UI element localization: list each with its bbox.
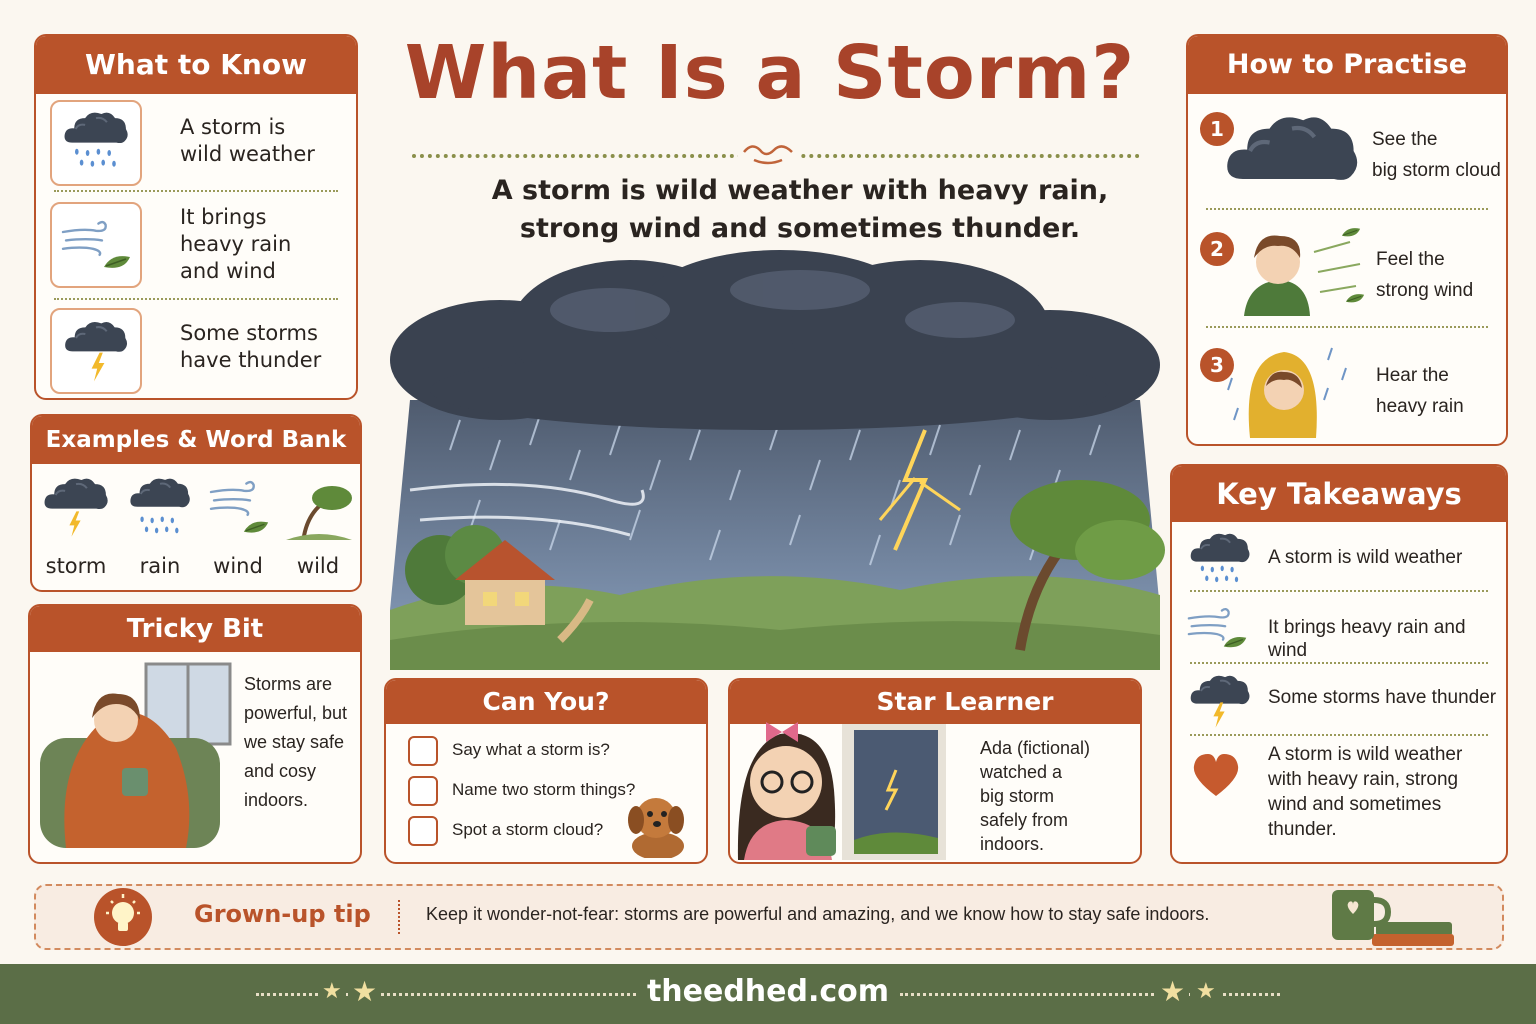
what-to-know-item-1: A storm is wild weather bbox=[180, 115, 315, 166]
thunder-cloud-icon bbox=[50, 308, 142, 394]
grown-up-tip-banner bbox=[34, 884, 1504, 950]
word-bank-card bbox=[30, 414, 362, 592]
wind-leaf-icon bbox=[50, 202, 142, 288]
key-takeaways-card bbox=[1170, 464, 1508, 864]
key-takeaway-2: It brings heavy rain and wind bbox=[1268, 617, 1466, 661]
mug-books-illustration bbox=[1326, 878, 1466, 948]
girl-rain-illustration bbox=[1222, 338, 1362, 438]
what-to-know-item-2: It brings heavy rain and wind bbox=[180, 205, 292, 283]
grown-up-tip-label: Grown-up tip bbox=[194, 900, 371, 928]
divider bbox=[1190, 590, 1488, 592]
how-to-practise-heading: How to Practise bbox=[1188, 36, 1506, 94]
boy-wind-illustration bbox=[1240, 222, 1370, 316]
star-learner-card bbox=[728, 678, 1142, 864]
divider bbox=[54, 190, 338, 192]
step-3-number: 3 bbox=[1200, 348, 1234, 382]
page-title: What Is a Storm? bbox=[404, 30, 1136, 116]
thunder-cloud-icon bbox=[1184, 672, 1256, 730]
footer-site-link[interactable]: theedhed.com bbox=[646, 974, 890, 1009]
key-takeaways-heading: Key Takeaways bbox=[1172, 466, 1506, 522]
heart-icon bbox=[1190, 752, 1242, 798]
checkbox-1[interactable] bbox=[408, 736, 438, 766]
girl-window-illustration bbox=[730, 690, 970, 860]
can-you-item-2: Name two storm things? bbox=[452, 780, 636, 799]
storm-cloud-rain-icon bbox=[1184, 530, 1256, 588]
can-you-heading: Can You? bbox=[386, 680, 706, 724]
star-icon: ★ bbox=[348, 975, 381, 1008]
divider bbox=[54, 298, 338, 300]
word-storm: storm bbox=[45, 554, 107, 578]
wind-icon bbox=[206, 474, 278, 544]
divider bbox=[1206, 208, 1488, 210]
puppy-illustration bbox=[620, 792, 696, 858]
subtitle: A storm is wild weather with heavy rain, strong wind and sometimes thunder. bbox=[491, 175, 1109, 244]
step-2-text: Feel the strong wind bbox=[1376, 249, 1474, 301]
what-to-know-heading: What to Know bbox=[36, 36, 356, 94]
star-learner-text: Ada (fictional) watched a big storm safely from indoors. bbox=[980, 738, 1091, 854]
key-takeaway-3: Some storms have thunder bbox=[1268, 687, 1497, 708]
checkbox-3[interactable] bbox=[408, 816, 438, 846]
star-icon: ★ bbox=[318, 979, 346, 1004]
storm-icon bbox=[40, 474, 112, 544]
storm-cloud-rain-icon bbox=[50, 100, 142, 186]
star-icon: ★ bbox=[1192, 979, 1220, 1004]
word-bank-heading: Examples & Word Bank bbox=[32, 416, 360, 464]
key-takeaway-1: A storm is wild weather bbox=[1268, 547, 1463, 568]
what-to-know-item-3: Some storms have thunder bbox=[180, 321, 322, 372]
word-wind: wind bbox=[213, 554, 263, 578]
storm-scene-illustration bbox=[380, 250, 1170, 670]
step-1-number: 1 bbox=[1200, 112, 1234, 146]
tricky-bit-card bbox=[28, 604, 362, 864]
tricky-bit-heading: Tricky Bit bbox=[30, 606, 360, 652]
tricky-bit-text: Storms are powerful, but we stay safe and cosy indoors. bbox=[244, 674, 348, 810]
star-learner-heading: Star Learner bbox=[730, 680, 1140, 724]
swirl-ornament bbox=[738, 138, 798, 168]
word-rain: rain bbox=[139, 554, 181, 578]
word-wild: wild bbox=[296, 554, 340, 578]
footer-bar bbox=[0, 964, 1536, 1024]
wild-tree-icon bbox=[284, 474, 354, 544]
what-to-know-card bbox=[34, 34, 358, 400]
storm-cloud-icon bbox=[1222, 102, 1362, 202]
step-3-text: Hear the heavy rain bbox=[1376, 365, 1464, 417]
step-1-text: See the big storm cloud bbox=[1372, 129, 1501, 181]
can-you-item-1: Say what a storm is? bbox=[452, 740, 610, 759]
footer-dots-right bbox=[900, 993, 1280, 996]
wind-leaf-icon bbox=[1186, 600, 1256, 656]
child-blanket-illustration bbox=[36, 658, 236, 854]
key-takeaway-4: A storm is wild weather with heavy rain, strong wind and sometimes thunder. bbox=[1268, 744, 1463, 840]
can-you-card bbox=[384, 678, 708, 864]
tip-separator bbox=[398, 900, 400, 934]
can-you-item-3: Spot a storm cloud? bbox=[452, 820, 604, 839]
lightbulb-icon bbox=[94, 888, 152, 946]
grown-up-tip-text: Keep it wonder-not-fear: storms are powerful and amazing, and we know how to stay safe indoors. bbox=[426, 904, 1210, 924]
step-2-number: 2 bbox=[1200, 232, 1234, 266]
divider bbox=[1206, 326, 1488, 328]
divider bbox=[1190, 734, 1488, 736]
divider bbox=[1190, 662, 1488, 664]
star-icon: ★ bbox=[1156, 975, 1189, 1008]
rain-icon bbox=[124, 474, 196, 544]
checkbox-2[interactable] bbox=[408, 776, 438, 806]
how-to-practise-card bbox=[1186, 34, 1508, 446]
